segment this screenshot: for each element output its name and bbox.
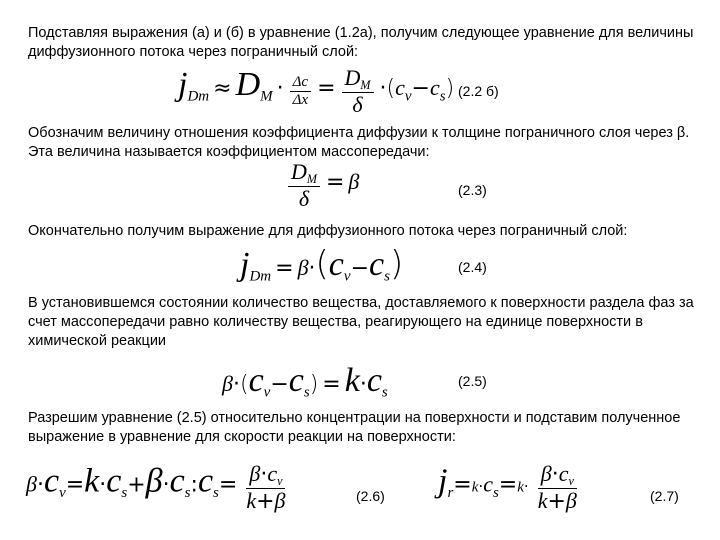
equation-2-6: $\beta\cdot c_v=k\cdot c_s+\beta\cdot c_s:c_s=$ $\frac{\beta\cdot c_v}{k+\beta}$ <box>26 462 290 514</box>
paragraph-final-flux: Окончательно получим выражение для диффузионного потока через пограничный слой: <box>28 223 628 239</box>
fraction-beta-cv-over-k-plus-beta: $\frac{\beta\cdot c_v}{k+\beta}$ <box>537 461 577 514</box>
equation-2-3: $\frac{D_М}{\delta}$ = β <box>286 160 359 211</box>
fraction-dm-delta: $\frac{D_М}{\delta}$ <box>288 160 320 211</box>
equation-2-7: $j_r=k\cdot c_s=k\cdot$ $\frac{\beta\cdot c_v}{k+\beta}$ <box>438 462 582 514</box>
symbol-j: j <box>178 66 188 104</box>
fraction-dc-dx: $\frac{\Delta c}{\Delta x}$ <box>290 75 311 108</box>
symbol-k: k <box>344 362 360 399</box>
approx-sign: ≈ <box>213 76 232 102</box>
paragraph-steady-state: В установившемся состоянии количество вещества, доставляемого к поверхности раздела фаз за счет массопередачи равно количеству вещества, реагирующего на единице поверхности в химической реакции <box>28 295 694 349</box>
equation-number-2-6: (2.6) <box>356 488 385 504</box>
symbol-beta: β <box>348 169 360 195</box>
equals-sign: = <box>317 76 336 102</box>
equation-2-2b: $j_{Dm} \approx D_М$ · $\frac{\Delta c}{\Delta x}$ = $\frac{D_М}{\delta}$ $\cdot(c_v-c_s)$ <box>178 65 455 117</box>
fraction-dm-delta: $\frac{D_М}{\delta}$ <box>342 66 374 117</box>
subscript-dm: Dm <box>187 88 210 105</box>
paragraph-solve-cs: Разрешим уравнение (2.5) относительно концентрации на поверхности и подставим полученное выражение в уравнение для скорости реакции на поверхности: <box>28 410 681 445</box>
equation-2-4: $j_{Dm} = \beta\cdot(c_v-c_s)$ <box>240 244 404 285</box>
paragraph-intro: Подставляя выражения (а) и (б) в уравнение (1.2а), получим следующее уравнение для величины диффузионного потока через пограничный слой: <box>28 25 694 60</box>
equation-2-5: $\beta\cdot(c_v-c_s) = k\cdot c_s$ <box>222 362 388 401</box>
equation-number-2-3: (2.3) <box>458 182 487 198</box>
equation-number-2-7: (2.7) <box>650 488 679 504</box>
subscript-m: М <box>260 88 273 105</box>
paragraph-beta-definition: Обозначим величину отношения коэффициента диффузии к толщине пограничного слоя через β. Эта величина называется коэффициентом массопередачи: <box>28 125 690 160</box>
equation-number-2-5: (2.5) <box>458 373 487 389</box>
symbol-d: D <box>235 66 261 104</box>
equation-number-2-4: (2.4) <box>458 259 487 275</box>
equation-number-2-2b: (2.2 б) <box>458 83 499 99</box>
fraction-beta-cv-over-k-plus-beta: $\frac{\beta\cdot c_v}{k+\beta}$ <box>246 461 286 514</box>
dot-operator: · <box>276 76 284 102</box>
